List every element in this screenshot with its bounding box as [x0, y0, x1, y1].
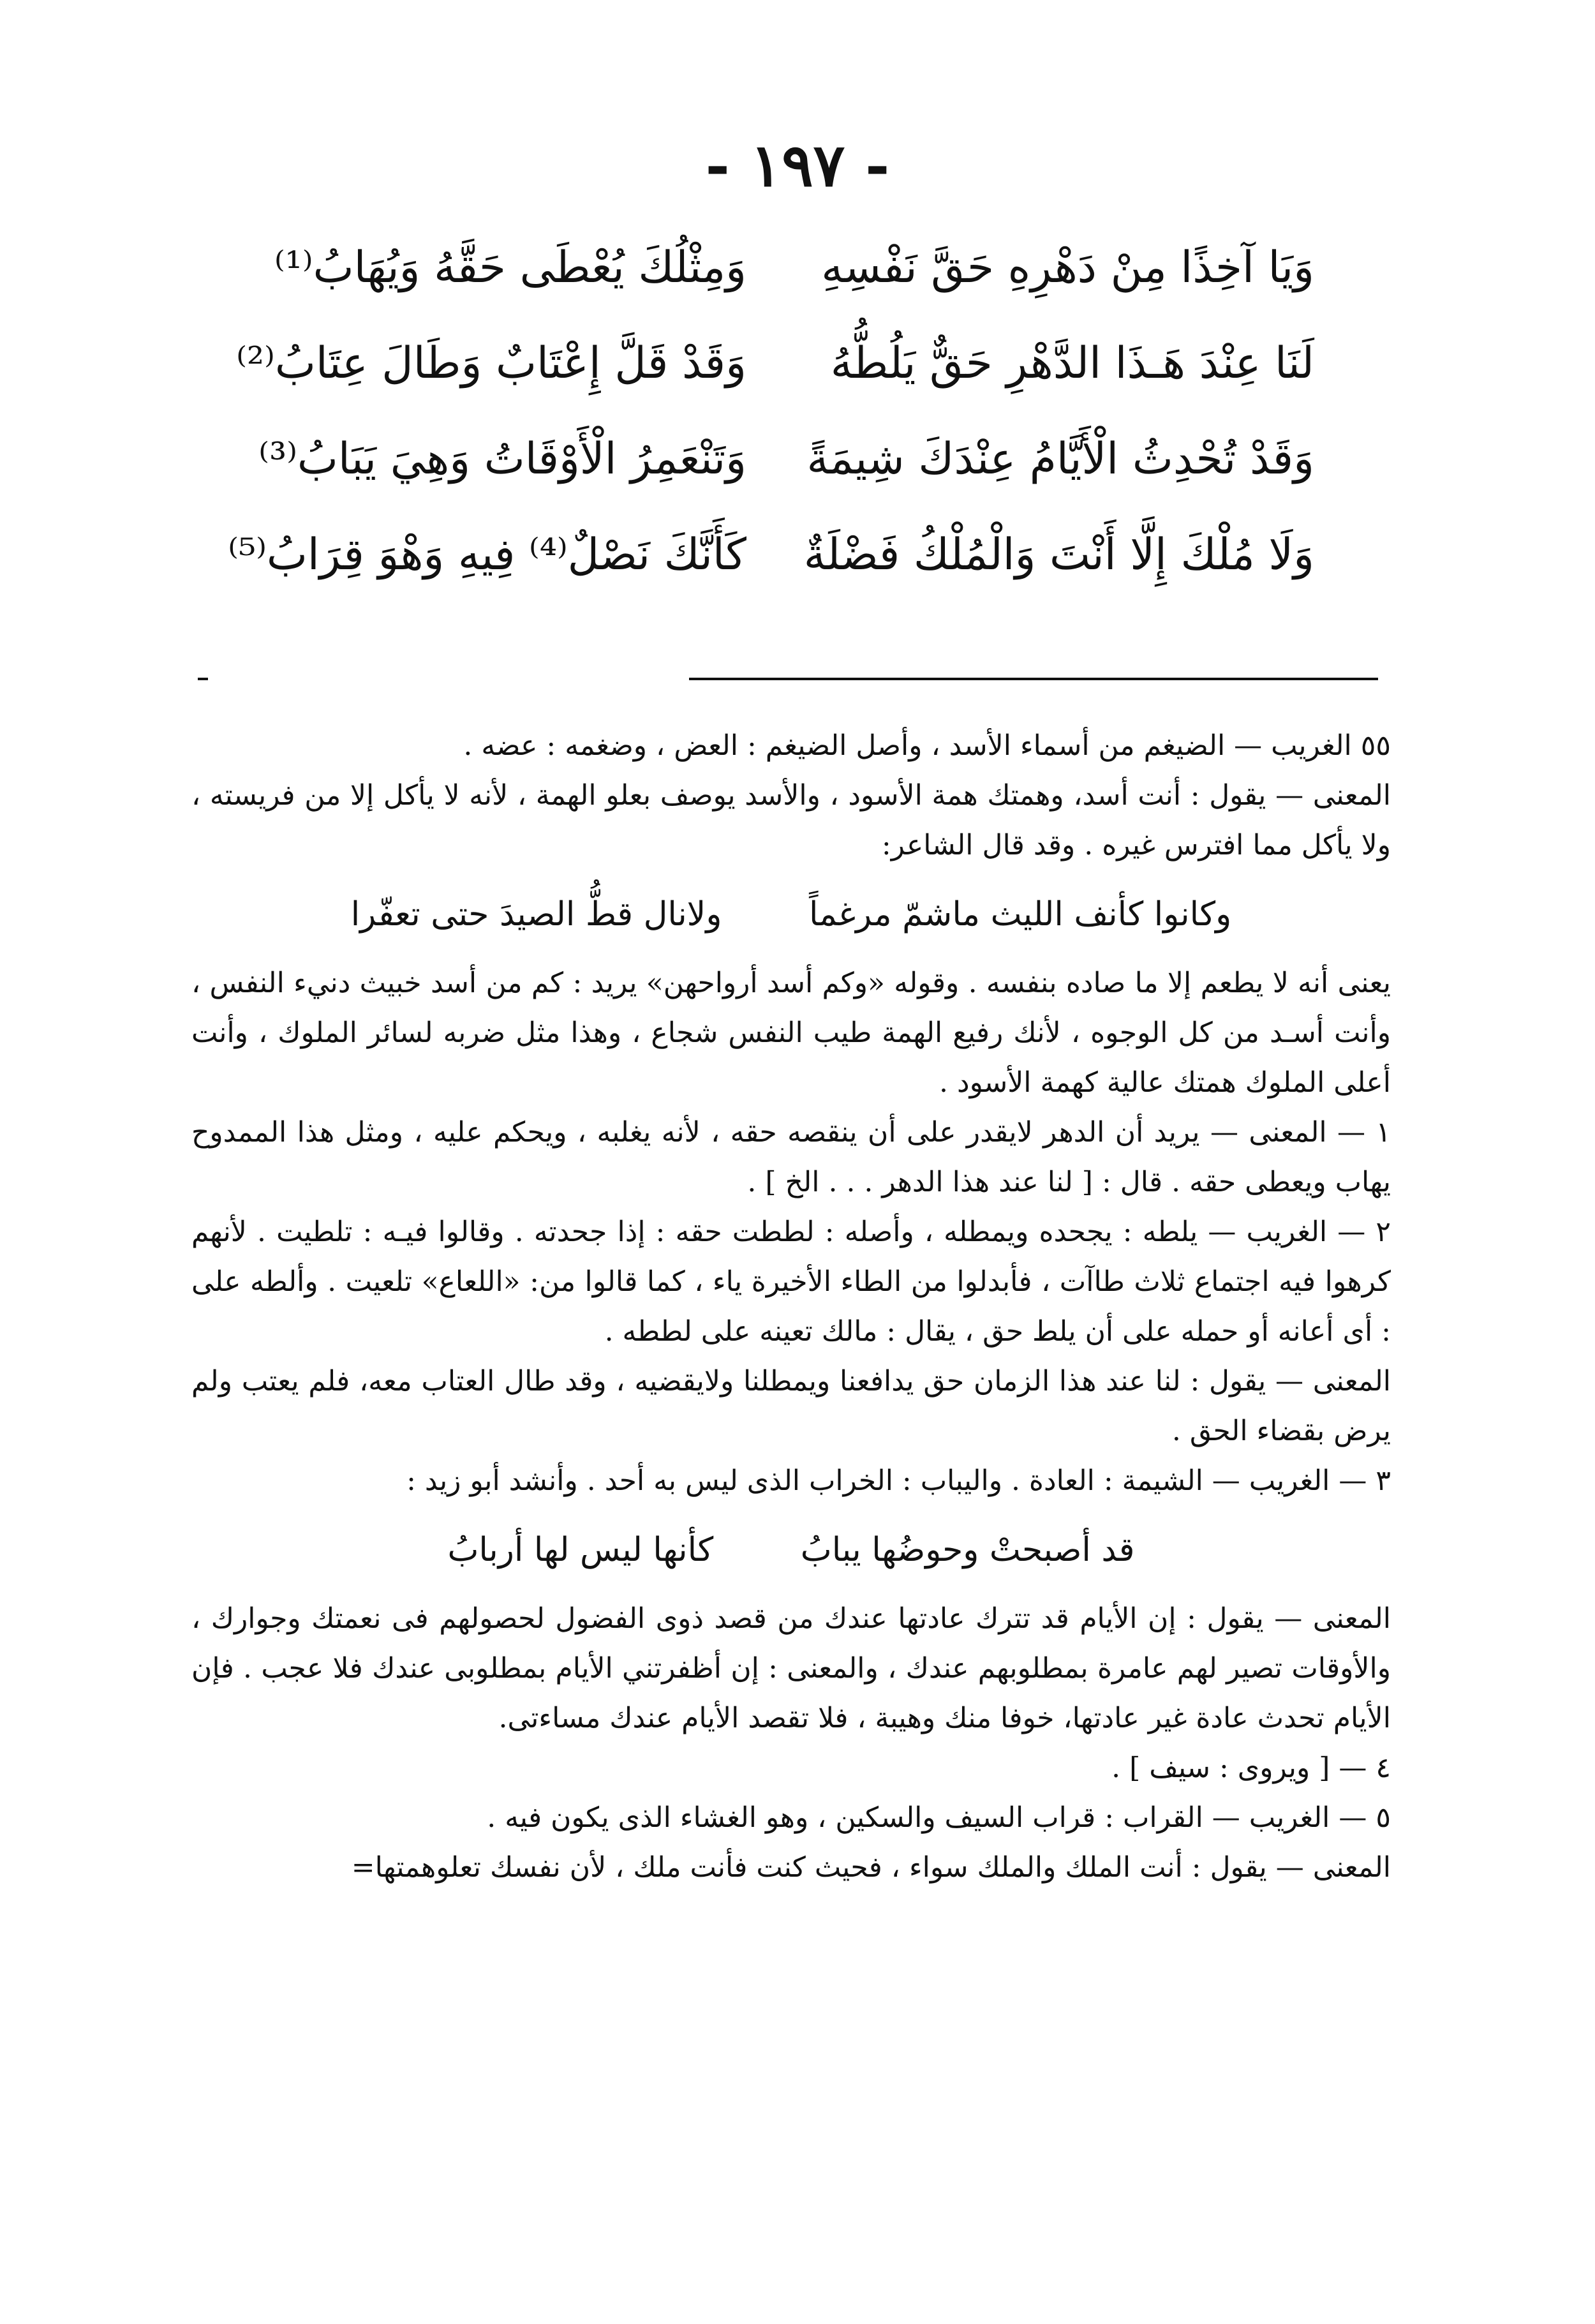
note-paragraph: ٥ — الغريب — القراب : قراب السيف والسكين ، وهو الغشاء الذى يكون فيه .	[487, 1801, 1391, 1834]
quoted-verse-second: ولانال قطُّ الصيدَ حتى تعفّرا	[350, 895, 722, 934]
verse-line	[230, 412, 1314, 507]
poem-verses	[230, 220, 1314, 603]
note-paragraph: ١ — المعنى — يريد أن الدهر لايقدر على أن ينقصه حقه ، لأنه يغلبه ، ويحكم عليه ، ومثل هذا الممدوح يهاب ويعطى حقه . قال : [ لنا عند هذا الدهر . . . الخ ] .	[191, 1116, 1391, 1198]
verse-first-hemistich: لَنَا عِنْدَ هَـذَا الدَّهْرِ حَقٌّ يَلُطُّهُ	[830, 338, 1314, 389]
note-paragraph: المعنى — يقول : أنت الملك والملك سواء ، فحيث كنت فأنت ملك ، لأن نفسك تعلوهمتها=	[351, 1851, 1391, 1884]
verse-first-hemistich: وَلَا مُلْكَ إِلَّا أَنْتَ وَالْمُلْكُ فَضْلَةٌ	[803, 529, 1314, 580]
quoted-verse-second: كأنها ليس لها أربابُ	[447, 1531, 714, 1569]
commentary-notes	[191, 721, 1391, 1893]
quoted-verse	[191, 1506, 1391, 1594]
quoted-verse-first: وكانوا كأنف الليث ماشمّ مرغماً	[808, 895, 1232, 934]
verse-second-hemistich: وَتَنْعَمِرُ الْأَوْقَاتُ وَهِيَ يَبَابُ⁽³⁾	[258, 433, 746, 484]
verse-second-hemistich: كَأَنَّكَ نَصْلٌ⁽⁴⁾ فِيهِ وَهْوَ قِرَابُ⁽⁵⁾	[228, 529, 746, 580]
note-paragraph: المعنى — يقول : أنت أسد، وهمتك همة الأسود ، والأسد يوصف بعلو الهمة ، لأنه لا يأكل إلا من فريسته ، ولا يأكل مما افترس غيره . وقد قال الشاعر:	[191, 779, 1391, 861]
verse-line	[230, 507, 1314, 603]
note-paragraph: يعنى أنه لا يطعم إلا ما صاده بنفسه . وقوله «وكم أسد أرواحهن» يريد : كم من أسد خبيث دنيء النفس ، وأنت أسـد من كل الوجوه ، لأنك رفيع الهمة طيب النفس شجاع ، وهذا مثل ضربه لسائر الملوك ، وأنت أعلى الملوك همتك عالية كهمة الأسود .	[191, 967, 1391, 1099]
quoted-verse	[191, 870, 1391, 958]
note-paragraph: ٣ — الغريب — الشيمة : العادة . واليباب : الخراب الذى ليس به أحد . وأنشد أبو زيد :	[406, 1464, 1391, 1497]
verse-line	[230, 220, 1314, 316]
note-paragraph: ٥٥ الغريب — الضيغم من أسماء الأسد ، وأصل الضيغم : العض ، وضغمه : عضه .	[463, 729, 1391, 762]
footnote-divider	[689, 678, 1378, 680]
note-paragraph: المعنى — يقول : لنا عند هذا الزمان حق يدافعنا ويمطلنا ولايقضيه ، وقد طال العتاب معه، فلم يعتب ولم يرض بقضاء الحق .	[191, 1365, 1391, 1447]
note-paragraph: ٢ — الغريب — يلطه : يجحده ويمطله ، وأصله : لططت حقه : إذا جحدته . وقالوا فيـه : تلطيت . لأنهم كرهوا فيه اجتماع ثلاث طاآت ، فأبدلوا من الطاء الأخيرة ياء ، كما قالوا من: «اللعاع» تلعيت . وألطه على : أى أعانه أو حمله على أن يلط حق ، يقال : مالك تعينه على لططه .	[191, 1216, 1391, 1348]
scan-mark	[198, 678, 208, 680]
verse-first-hemistich: وَقَدْ تُحْدِثُ الْأَيَّامُ عِنْدَكَ شِيمَةً	[806, 433, 1314, 484]
verse-second-hemistich: وَقَدْ قَلَّ إِعْتَابٌ وَطَالَ عِتَابُ⁽²⁾	[236, 338, 746, 389]
quoted-verse-first: قد أصبحتْ وحوضُها يبابُ	[800, 1531, 1135, 1569]
note-paragraph: المعنى — يقول : إن الأيام قد تترك عادتها عندك من قصد ذوى الفضول لحصولهم فى نعمتك وجوارك ، والأوقات تصير لهم عامرة بمطلوبهم عندك ، والمعنى : إن أظفرتني الأيام بمطلوبى عندك فلا عجب . فإن الأيام تحدث عادة غير عادتها، خوفا منك وهيبة ، فلا تقصد الأيام عندك مساءتى.	[191, 1602, 1391, 1734]
verse-line	[230, 316, 1314, 412]
verse-first-hemistich: وَيَا آخِذًا مِنْ دَهْرِهِ حَقَّ نَفْسِهِ	[821, 242, 1314, 293]
verse-second-hemistich: وَمِثْلُكَ يُعْطَى حَقَّهُ وَيُهَابُ⁽¹⁾	[274, 242, 746, 293]
note-paragraph: ٤ — [ ويروى : سيف ] .	[1111, 1752, 1391, 1784]
page-number: - ١٩٧ -	[705, 131, 890, 200]
